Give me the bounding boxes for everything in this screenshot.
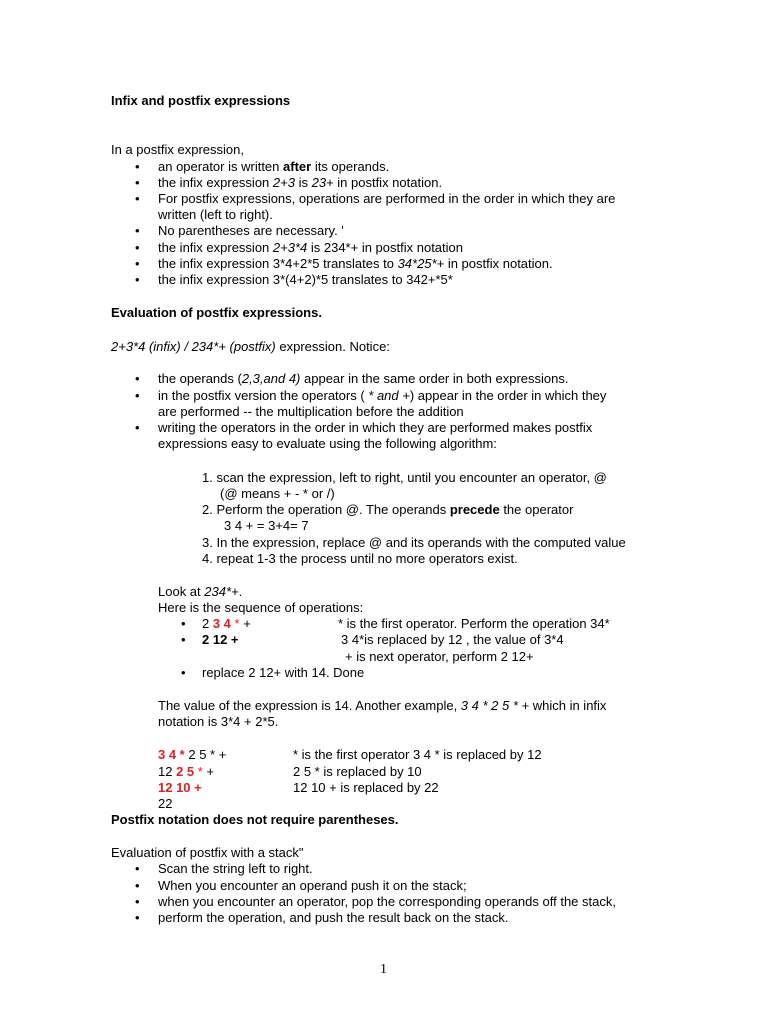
postfix-bullet-7: the infix expression 3*(4+2)*5 translates to 342+*5*: [158, 272, 453, 287]
trace-result: 22: [158, 796, 173, 811]
sequence-step-3: replace 2 12+ with 14. Done: [202, 665, 365, 680]
look-at-line: Look at 234*+.: [158, 584, 243, 599]
algorithm-step-1: 1. scan the expression, left to right, until you encounter an operator, @: [202, 470, 607, 485]
notice-bullet-3-cont: expressions easy to evaluate using the following algorithm:: [158, 436, 497, 451]
algorithm-step-2: 2. Perform the operation @. The operands precede the operator: [202, 502, 574, 517]
postfix-bullet-3-cont: written (left to right).: [158, 207, 273, 222]
bullet-icon: •: [135, 191, 140, 206]
postfix-bullet-1: an operator is written after its operands.: [158, 159, 390, 174]
stack-intro: Evaluation of postfix with a stack": [111, 845, 304, 860]
page-title: Infix and postfix expressions: [111, 93, 291, 108]
stack-bullet-3: when you encounter an operator, pop the corresponding operands off the stack,: [158, 894, 616, 909]
bullet-icon: •: [135, 240, 140, 255]
notice-bullet-2-cont: are performed -- the multiplication before the addition: [158, 404, 464, 419]
bullet-icon: •: [135, 272, 140, 287]
stack-bullet-4: perform the operation, and push the result back on the stack.: [158, 910, 509, 925]
bullet-icon: •: [135, 175, 140, 190]
algorithm-step-4: 4. repeat 1-3 the process until no more operators exist.: [202, 551, 518, 566]
sequence-step-2-desc-cont: + is next operator, perform 2 12+: [345, 649, 534, 664]
postfix-bullet-4: No parentheses are necessary. ': [158, 223, 344, 238]
bullet-icon: •: [135, 861, 140, 876]
algorithm-step-3: 3. In the expression, replace @ and its operands with the computed value: [202, 535, 626, 550]
trace-expr-2: 12 2 5 * +: [158, 764, 215, 779]
sequence-step-1-desc: * is the first operator. Perform the operation 34*: [338, 616, 610, 631]
sequence-step-1: 2 3 4 * +: [202, 616, 251, 631]
bullet-icon: •: [135, 371, 140, 386]
postfix-bullet-3: For postfix expressions, operations are performed in the order in which they are: [158, 191, 616, 206]
postfix-bullet-6: the infix expression 3*4+2*5 translates to 34*25*+ in postfix notation.: [158, 256, 553, 271]
bullet-icon: •: [135, 159, 140, 174]
trace-desc-2: 2 5 * is replaced by 10: [293, 764, 422, 779]
postfix-bullet-5: the infix expression 2+3*4 is 234*+ in postfix notation: [158, 240, 463, 255]
sequence-step-2-desc: 3 4*is replaced by 12 , the value of 3*4: [341, 632, 564, 647]
bullet-icon: •: [181, 665, 186, 680]
evaluation-heading: Evaluation of postfix expressions.: [111, 305, 322, 320]
notice-bullet-1: the operands (2,3,and 4) appear in the same order in both expressions.: [158, 371, 569, 386]
bullet-icon: •: [135, 420, 140, 435]
trace-desc-1: * is the first operator 3 4 * is replaced by 12: [293, 747, 542, 762]
bullet-icon: •: [181, 616, 186, 631]
trace-desc-3: 12 10 + is replaced by 22: [293, 780, 439, 795]
bullet-icon: •: [181, 632, 186, 647]
trace-expr-1: 3 4 * 2 5 * +: [158, 747, 227, 762]
bullet-icon: •: [135, 256, 140, 271]
page-number: 1: [380, 962, 387, 977]
stack-bullet-2: When you encounter an operand push it on the stack;: [158, 878, 467, 893]
sequence-step-2: 2 12 +: [202, 632, 239, 647]
bullet-icon: •: [135, 878, 140, 893]
algorithm-step-1-note: (@ means + - * or /): [220, 486, 335, 501]
value-paragraph-cont: notation is 3*4 + 2*5.: [158, 714, 279, 729]
stack-bullet-1: Scan the string left to right.: [158, 861, 313, 876]
postfix-bullet-2: the infix expression 2+3 is 23+ in postfix notation.: [158, 175, 443, 190]
bullet-icon: •: [135, 910, 140, 925]
no-parentheses-heading: Postfix notation does not require parentheses.: [111, 812, 399, 827]
value-paragraph: The value of the expression is 14. Another example, 3 4 * 2 5 * + which in infix: [158, 698, 607, 713]
algorithm-step-2-example: 3 4 + = 3+4= 7: [224, 518, 309, 533]
example-line: 2+3*4 (infix) / 234*+ (postfix) expression. Notice:: [111, 339, 390, 354]
trace-expr-3: 12 10 +: [158, 780, 202, 795]
bullet-icon: •: [135, 388, 140, 403]
bullet-icon: •: [135, 223, 140, 238]
bullet-icon: •: [135, 894, 140, 909]
notice-bullet-2: in the postfix version the operators ( * and +) appear in the order in which they: [158, 388, 607, 403]
intro-text: In a postfix expression,: [111, 142, 244, 157]
notice-bullet-3: writing the operators in the order in which they are performed makes postfix: [158, 420, 593, 435]
sequence-intro: Here is the sequence of operations:: [158, 600, 364, 615]
